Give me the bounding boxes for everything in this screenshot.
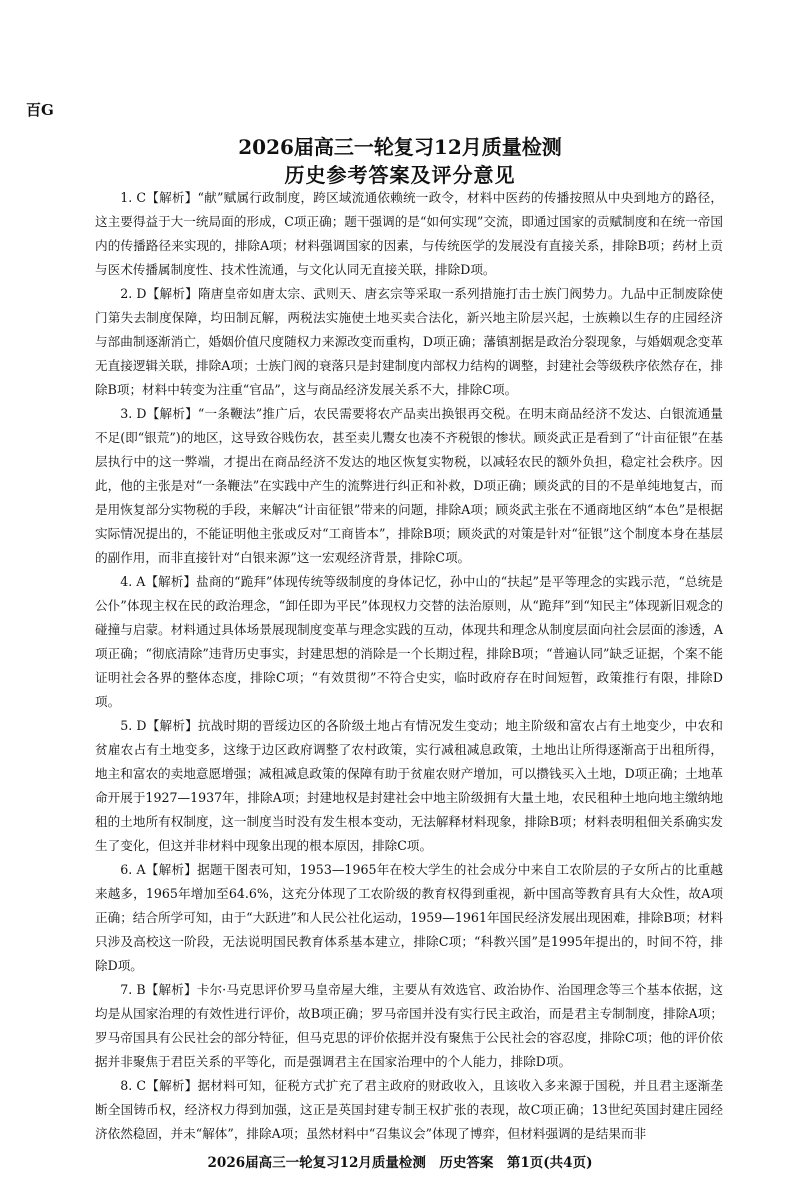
answer-item: 8. C【解析】据材料可知，征税方式扩充了君主政府的财政收入，且该收入多来源于国税，并且君主逐渐垄断全国铸币权，经济权力得到加强，这正是英国封建专制王权扩张的表现，故C项正确；13世纪英国封建庄园经济依然稳固，并未“解体”，排除A项；虽然材料中“召集议会”体现了博弈，但材料强调的是结果而非 [95, 1078, 723, 1141]
answer-list [95, 186, 723, 1146]
answer-item: 4. A【解析】盐商的“跪拜”体现传统等级制度的身体记忆，孙中山的“扶起”是平等理念的实践示范，“总统是公仆”体现主权在民的政治理念，“卸任即为平民”体现权力交替的法治原则，从“跪拜”到“知民主”体现新旧观念的碰撞与启蒙。材料通过具体场景展现制度变革与理念实践的互动，体现共和理念从制度层面向社会层面的渗透，A项正确；“彻底清除”违背历史事实，封建思想的消除是一个长期过程，排除B项；“普遍认同”缺乏证据，个案不能证明社会各界的整体态度，排除C项；“有效贯彻”不符合史实，临时政府存在时间短暂，政策推行有限，排除D项。 [95, 574, 723, 709]
answer-item: 6. A【解析】据题干图表可知，1953—1965年在校大学生的社会成分中来自工农阶层的子女所占的比重越来越多，1965年增加至64.6%，这充分体现了工农阶级的教育权得到重视，新中国高等教育具有大众性，故A项正确；结合所学可知，由于“大跃进”和人民公社化运动，1959—1961年国民经济发展出现困难，排除B项；材料只涉及高校这一阶段，无法说明国民教育体系基本建立，排除C项；“科教兴国”是1995年提出的，时间不符，排除D项。 [95, 862, 723, 973]
page-title: 2026届高三一轮复习12月质量检测 [238, 135, 562, 159]
answer-item: 7. B【解析】卡尔·马克思评价罗马皇帝屋大维，主要从有效选官、政治协作、治国理念等三个基本依据，这均是从国家治理的有效性进行评价，故B项正确；罗马帝国并没有实行民主政治，而是君主专制制度，排除A项；罗马帝国具有公民社会的部分特征，但马克思的评价依据并没有聚焦于公民社会的容忍度，排除C项；他的评价依据并非聚焦于君臣关系的平等化，而是强调君主在国家治理中的个人能力，排除D项。 [95, 982, 723, 1069]
publisher-logo: 百G [26, 101, 54, 119]
answer-item: 5. D【解析】抗战时期的晋绥边区的各阶级土地占有情况发生变动；地主阶级和富农占有土地变少，中农和贫雇农占有土地变多，这缘于边区政府调整了农村政策，实行减租减息政策，土地出让所得逐渐高于出租所得，地主和富农的卖地意愿增强；减租减息政策的保障有助于贫雇农财产增加，可以攒钱买入土地，D项正确；土地革命开展于1927—1937年，排除A项；封建地权是封建社会中地主阶级拥有大量土地，农民租种土地向地主缴纳地租的土地所有权制度，这一制度当时没有发生根本变动，无法解释材料现象，排除B项；材料表明租佃关系确实发生了变化，但这并非材料中现象出现的根本原因，排除C项。 [95, 718, 723, 853]
answer-item: 2. D【解析】隋唐皇帝如唐太宗、武则天、唐玄宗等采取一系列措施打击士族门阀势力。九品中正制废除使门第失去制度保障，均田制瓦解，两税法实施使土地买卖合法化，新兴地主阶层兴起，士族赖以生存的庄园经济与部曲制逐渐消亡，婚姻价值尺度随权力来源改变而重构，D项正确；藩镇割据是政治分裂现象，与婚姻观念变革无直接逻辑关联，排除A项；士族门阀的衰落只是封建制度内部权力结构的调整，封建社会等级秩序依然存在，排除B项；材料中转变为注重“官品”，这与商品经济发展关系不大，排除C项。 [95, 286, 723, 397]
answer-item: 1. C【解析】“献”赋属行政制度，跨区域流通依赖统一政令，材料中医药的传播按照从中央到地方的路径，这主要得益于大一统局面的形成，C项正确；题干强调的是“如何实现”交流，即通过国家的贡赋制度和在统一帝国内的传播路径来实现的，排除A项；材料强调国家的因素，与传统医学的发展没有直接关系，排除B项；药材上贡与医术传播属制度性、技术性流通，与文化认同无直接关联，排除D项。 [95, 190, 723, 277]
page-subtitle: 历史参考答案及评分意见 [284, 163, 516, 187]
page-footer: 2026届高三一轮复习12月质量检测 历史答案 第1页(共4页) [207, 1155, 593, 1171]
answer-item: 3. D【解析】“一条鞭法”推广后，农民需要将农产品卖出换银再交税。在明末商品经济不发达、白银流通量不足(即“银荒”)的地区，这导致谷贱伤农，甚至卖儿鬻女也凑不齐税银的惨状。顾炎武正是看到了“计亩征银”在基层执行中的这一弊端，才提出在商品经济不发达的地区恢复实物税，以减轻农民的额外负担，稳定社会秩序。因此，他的主张是对“一条鞭法”在实践中产生的流弊进行纠正和补救，D项正确；顾炎武的目的不是单纯地复古，而是用恢复部分实物税的手段，来解决“计亩征银”带来的问题，排除A项；顾炎武主张在不通商地区纳“本色”是根据实际情况提出的，不能证明他主张或反对“工商皆本”，排除B项；顾炎武的对策是针对“征银”这个制度本身在基层的副作用，而非直接针对“白银来源”这一宏观经济背景，排除C项。 [95, 406, 723, 565]
